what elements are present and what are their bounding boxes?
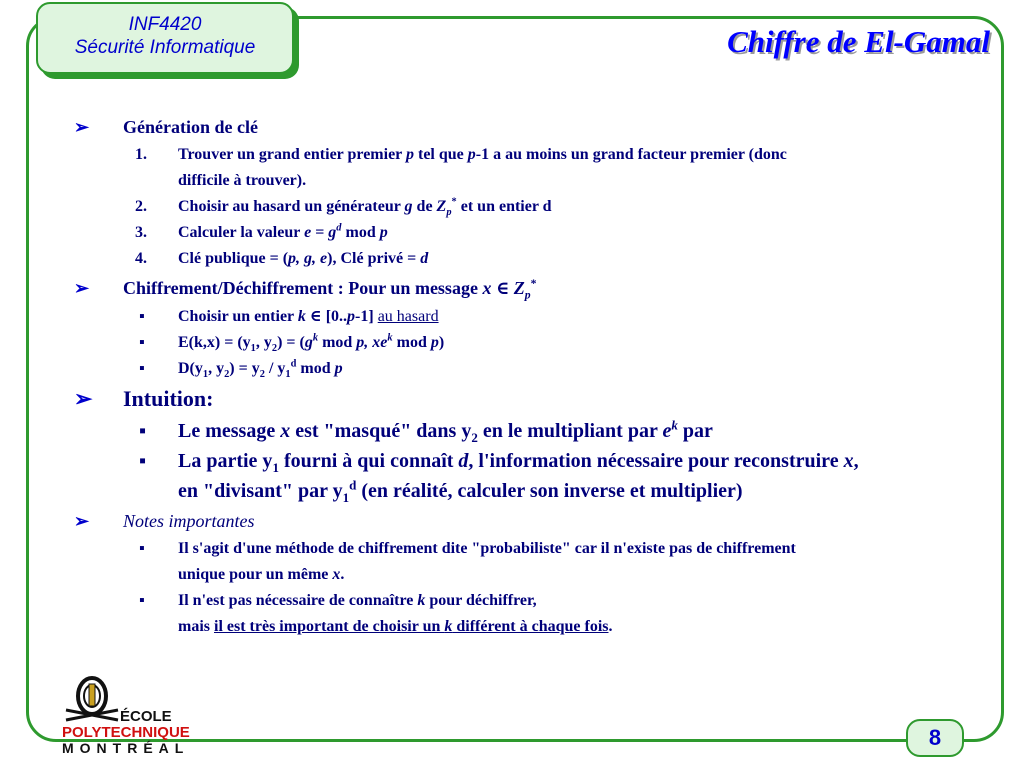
logo-line-montreal: MONTRÉAL (62, 740, 190, 756)
item-text: Calculer la valeur $e = g^d$ mod p (178, 222, 388, 241)
polytechnique-logo (60, 676, 220, 760)
square-bullet-icon: ▪ (139, 360, 145, 377)
item-number: 3. (135, 224, 147, 241)
course-name: Sécurité Informatique (74, 37, 256, 58)
course-code: INF4420 (128, 14, 202, 35)
arrow-bullet-icon: ➢ (74, 386, 93, 411)
section-heading: Notes importantes (123, 511, 255, 531)
arrow-bullet-icon: ➢ (74, 278, 90, 298)
item-text: Trouver un grand entier premier p tel que p-1 a au moins un grand facteur premier (donc difficile à trouver). (178, 146, 787, 189)
item-text: $D(y_1$, $y_2) = y_2 / y_1^d$ mod p (178, 358, 343, 381)
item-text: Il s'agit d'une méthode de chiffrement dite "probabiliste" car il n'existe pas de chiffrement unique pour un même x. (178, 540, 796, 583)
square-bullet-icon: ▪ (139, 540, 145, 557)
square-bullet-icon: ▪ (139, 420, 147, 442)
logo-line-polytechnique: POLYTECHNIQUE (62, 724, 190, 741)
arrow-bullet-icon: ➢ (74, 117, 90, 137)
item-text: La partie $y_1$ fourni à qui connaît d, l'information nécessaire pour reconstruire x, en "divisant" par $y_1^d$ (en réalité, calculer son inverse et multiplier) (178, 450, 859, 505)
item-number: 4. (135, 250, 147, 267)
square-bullet-icon: ▪ (139, 450, 147, 472)
section-heading: Génération de clé (123, 117, 258, 137)
slide-title: Chiffre de El-Gamal (727, 24, 990, 59)
item-text: Choisir un entier k ∈ [0..p-1] au hasard (178, 308, 439, 325)
item-text: Il n'est pas nécessaire de connaître k pour déchiffrer, mais il est très important de choisir un k différent à chaque fois. (178, 592, 613, 635)
page-number: 8 (906, 719, 964, 757)
item-number: 1. (135, 146, 147, 163)
item-number: 2. (135, 198, 147, 215)
item-text: $E(k,x) = (y_1$, $y_2) = (g^k$ mod p, $xe^k$ mod p) (178, 332, 445, 355)
square-bullet-icon: ▪ (139, 334, 145, 351)
square-bullet-icon: ▪ (139, 308, 145, 325)
section-heading: Intuition: (123, 386, 214, 411)
arrow-bullet-icon: ➢ (74, 511, 90, 531)
logo-line-ecole: ÉCOLE (120, 708, 172, 725)
item-text: Le message x est "masqué" dans $y_2$ en le multipliant par $e^k$ par (178, 417, 713, 445)
item-text: Clé publique = (p, g, e), Clé privé = d (178, 250, 429, 267)
square-bullet-icon: ▪ (139, 592, 145, 609)
crest-icon (62, 676, 122, 726)
item-text: Choisir au hasard un générateur g de $Z_p^*$ et un entier d (178, 196, 552, 219)
course-label-box (36, 2, 294, 74)
section-heading: Chiffrement/Déchiffrement : Pour un message x ∈ $Z_p^*$ (123, 277, 537, 302)
